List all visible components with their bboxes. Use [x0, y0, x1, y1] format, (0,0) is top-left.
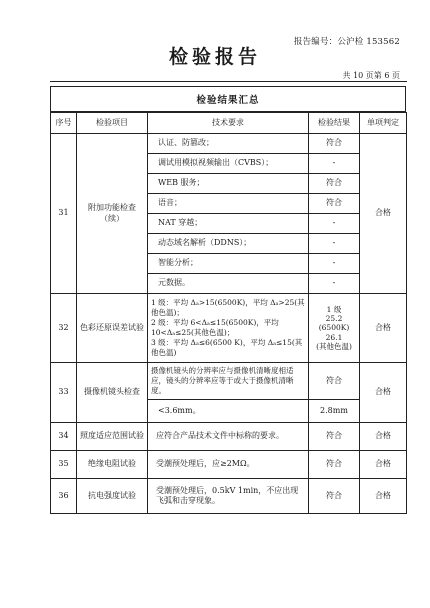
- table-row: [51, 451, 407, 479]
- row-item: 绝缘电阻试验: [77, 451, 148, 479]
- row-no: 33: [51, 363, 77, 423]
- row-no: 35: [51, 451, 77, 479]
- col-header-verdict: 单项判定: [360, 113, 407, 134]
- row-no: 36: [51, 479, 77, 514]
- row-verdict: 合格: [360, 294, 407, 363]
- col-header-item: 检验项目: [77, 113, 148, 134]
- row-requirement: 语音；: [148, 194, 309, 214]
- header-rule: [50, 81, 407, 82]
- row-result: 符合: [309, 479, 360, 514]
- row-requirement: 动态域名解析（DDNS）；: [148, 234, 309, 254]
- row-item: 摄像机镜头检查: [77, 363, 148, 423]
- summary-title: 检验结果汇总: [50, 86, 406, 112]
- row-requirement: 调试用模拟视频输出（CVBS）；: [148, 154, 309, 174]
- row-verdict: 合格: [360, 423, 407, 451]
- row-requirement: 认证、防篡改；: [148, 134, 309, 154]
- row-requirement: 应符合产品技术文件中标称的要求。: [148, 423, 309, 451]
- row-requirement: 摄像机镜头的分辨率应与摄像机清晰度相适应，镜头的分辨率应等于或大于摄像机清晰度。: [148, 363, 309, 400]
- row-verdict: 合格: [360, 451, 407, 479]
- row-result: -: [309, 274, 360, 294]
- col-header-requirement: 技术要求: [148, 113, 309, 134]
- row-requirement: 1 级：平均 Δₐ>15(6500K)，平均 Δₐ>25(其他色温)； 2 级：平均 6<Δₐ≤15(6500K)，平均 10<Δₐ≤25(其他色温)； 3 级：平均 Δₐ≤6(6500 K)，平均 Δₐ≤15(其他色温): [148, 294, 309, 363]
- row-result: -: [309, 254, 360, 274]
- table-row: [51, 363, 407, 400]
- col-header-no: 序号: [51, 113, 77, 134]
- table-row: [51, 423, 407, 451]
- row-result: 符合: [309, 423, 360, 451]
- row-requirement: NAT 穿越；: [148, 214, 309, 234]
- row-item: 附加功能检查（续）: [77, 134, 148, 294]
- row-result: -: [309, 154, 360, 174]
- row-item: 照度适应范围试验: [77, 423, 148, 451]
- row-item: 抗电强度试验: [77, 479, 148, 514]
- table-row: [51, 479, 407, 514]
- row-result: 符合: [309, 451, 360, 479]
- row-requirement: WEB 服务；: [148, 174, 309, 194]
- table-row: [51, 294, 407, 363]
- row-result: 2.8mm: [309, 400, 360, 423]
- row-no: 32: [51, 294, 77, 363]
- row-result: 符合: [309, 134, 360, 154]
- report-number: 报告编号：公沪检 153562: [293, 37, 400, 47]
- row-verdict: 合格: [360, 363, 407, 423]
- row-result: 符合: [309, 363, 360, 400]
- row-result: 符合: [309, 194, 360, 214]
- row-result: 符合: [309, 174, 360, 194]
- table-row: [51, 134, 407, 154]
- row-requirement: 智能分析；: [148, 254, 309, 274]
- row-verdict: 合格: [360, 134, 407, 294]
- row-no: 34: [51, 423, 77, 451]
- row-requirement: <3.6mm。: [148, 400, 309, 423]
- row-result: -: [309, 234, 360, 254]
- row-verdict: 合格: [360, 479, 407, 514]
- col-header-result: 检验结果: [309, 113, 360, 134]
- row-requirement: 元数据。: [148, 274, 309, 294]
- row-no: 31: [51, 134, 77, 294]
- page-info: 共 10 页第 6 页: [342, 71, 400, 80]
- row-requirement: 受潮预处理后，0.5kV 1min，不应出现飞弧和击穿现象。: [148, 479, 309, 514]
- table-header-row: [51, 113, 407, 134]
- row-result: -: [309, 214, 360, 234]
- results-table: [50, 112, 407, 514]
- row-requirement: 受潮预处理后，应≥2MΩ。: [148, 451, 309, 479]
- page-title: 检验报告: [168, 46, 261, 68]
- row-result: 1 级 25.2 (6500K) 26.1 (其他色温): [309, 294, 360, 363]
- row-item: 色彩还原误差试验: [77, 294, 148, 363]
